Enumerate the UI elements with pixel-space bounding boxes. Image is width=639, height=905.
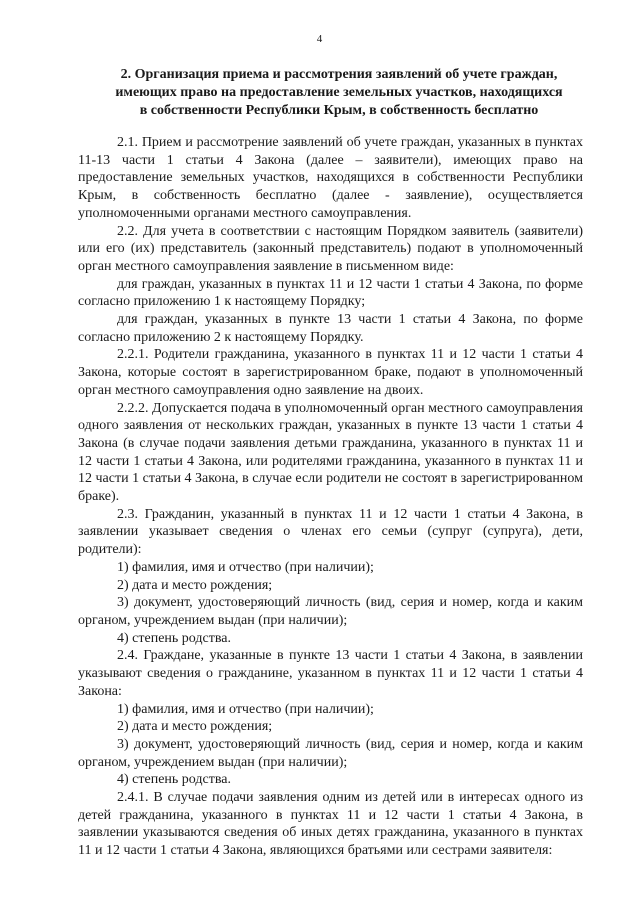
list-item: 4) степень родства. — [117, 772, 231, 788]
section-heading — [78, 66, 600, 120]
paragraph-2-4-1: 2.4.1. В случае подачи заявления одним из детей или в интересах одного из детей гражданина, указанного в пунктах 11 и 12 части 1 статьи 4 Закона, в заявлении указываются сведения об иных детях гражданина, указанного в пунктах 11 и 12 части 1 статьи 4 Закона, являющихся братьями или сестрами заявителя: — [78, 790, 583, 859]
paragraph-2-4: 2.4. Граждане, указанные в пункте 13 части 1 статьи 4 Закона, в заявлении указывают сведения о гражданине, указанном в пунктах 11 и 12 части 1 статьи 4 Закона: — [78, 648, 583, 699]
list-item: 3) документ, удостоверяющий личность (вид, серия и номер, когда и каким органом, учреждением выдан (при наличии); — [78, 736, 583, 770]
paragraph-2-2: 2.2. Для учета в соответствии с настоящим Порядком заявитель (заявители) или его (их) представитель (законный представитель) подают в уполномоченный орган местного самоуправления заявление в письменном виде: — [78, 223, 583, 274]
list-item: 3) документ, удостоверяющий личность (вид, серия и номер, когда и каким органом, учреждением выдан (при наличии); — [78, 595, 583, 628]
document-body — [78, 134, 583, 860]
paragraph-2-2-2: 2.2.2. Допускается подача в уполномоченный орган местного самоуправления одного заявления от нескольких граждан, указанных в пункте 13 части 1 статьи 4 Закона (в случае подачи заявления детьми гражданина, указанного в пунктах 11 и 12 части 1 статьи 4 Закона, или родителями гражданина, указанного в пунктах 11 и 12 части 1 статьи 4 Закона, в случае если родители не состоят в зарегистрированном браке). — [78, 400, 583, 505]
list-item: 1) фамилия, имя и отчество (при наличии); — [117, 701, 374, 717]
section-heading-line: имеющих право на предоставление земельных участков, находящихся — [115, 85, 563, 100]
list-item: 4) степень родства. — [117, 630, 231, 646]
list-item: 2) дата и место рождения; — [117, 719, 273, 735]
paragraph-2-3: 2.3. Гражданин, указанный в пунктах 11 и 12 части 1 статьи 4 Закона, в заявлении указывает сведения о членах его семьи (супруг (супруга), дети, родители): — [78, 506, 583, 558]
list-item: 1) фамилия, имя и отчество (при наличии); — [117, 559, 374, 575]
list-item: 2) дата и место рождения; — [117, 577, 273, 593]
paragraph-form-1: для граждан, указанных в пунктах 11 и 12 части 1 статьи 4 Закона, по форме согласно приложению 1 к настоящему Порядку; — [78, 276, 583, 310]
page-number: 4 — [316, 33, 323, 45]
section-heading-line: 2. Организация приема и рассмотрения заявлений об учете граждан, — [120, 67, 558, 82]
paragraph-form-2: для граждан, указанных в пункте 13 части 1 статьи 4 Закона, по форме согласно приложению 2 к настоящему Порядку. — [78, 312, 583, 345]
section-heading-line: в собственности Республики Крым, в собственность бесплатно — [139, 103, 539, 118]
paragraph-2-1: 2.1. Прием и рассмотрение заявлений об учете граждан, указанных в пунктах 11-13 части 1 статьи 4 Закона (далее – заявители), имеющих право на предоставление земельных участков, находящихся в собственности Республики Крым, в собственность бесплатно (далее - заявление), осуществляется уполномоченными органами местного самоуправления. — [78, 135, 583, 221]
paragraph-2-2-1: 2.2.1. Родители гражданина, указанного в пунктах 11 и 12 части 1 статьи 4 Закона, которые состоят в зарегистрированном браке, подают в уполномоченный орган местного самоуправления одно заявление на двоих. — [78, 347, 583, 398]
